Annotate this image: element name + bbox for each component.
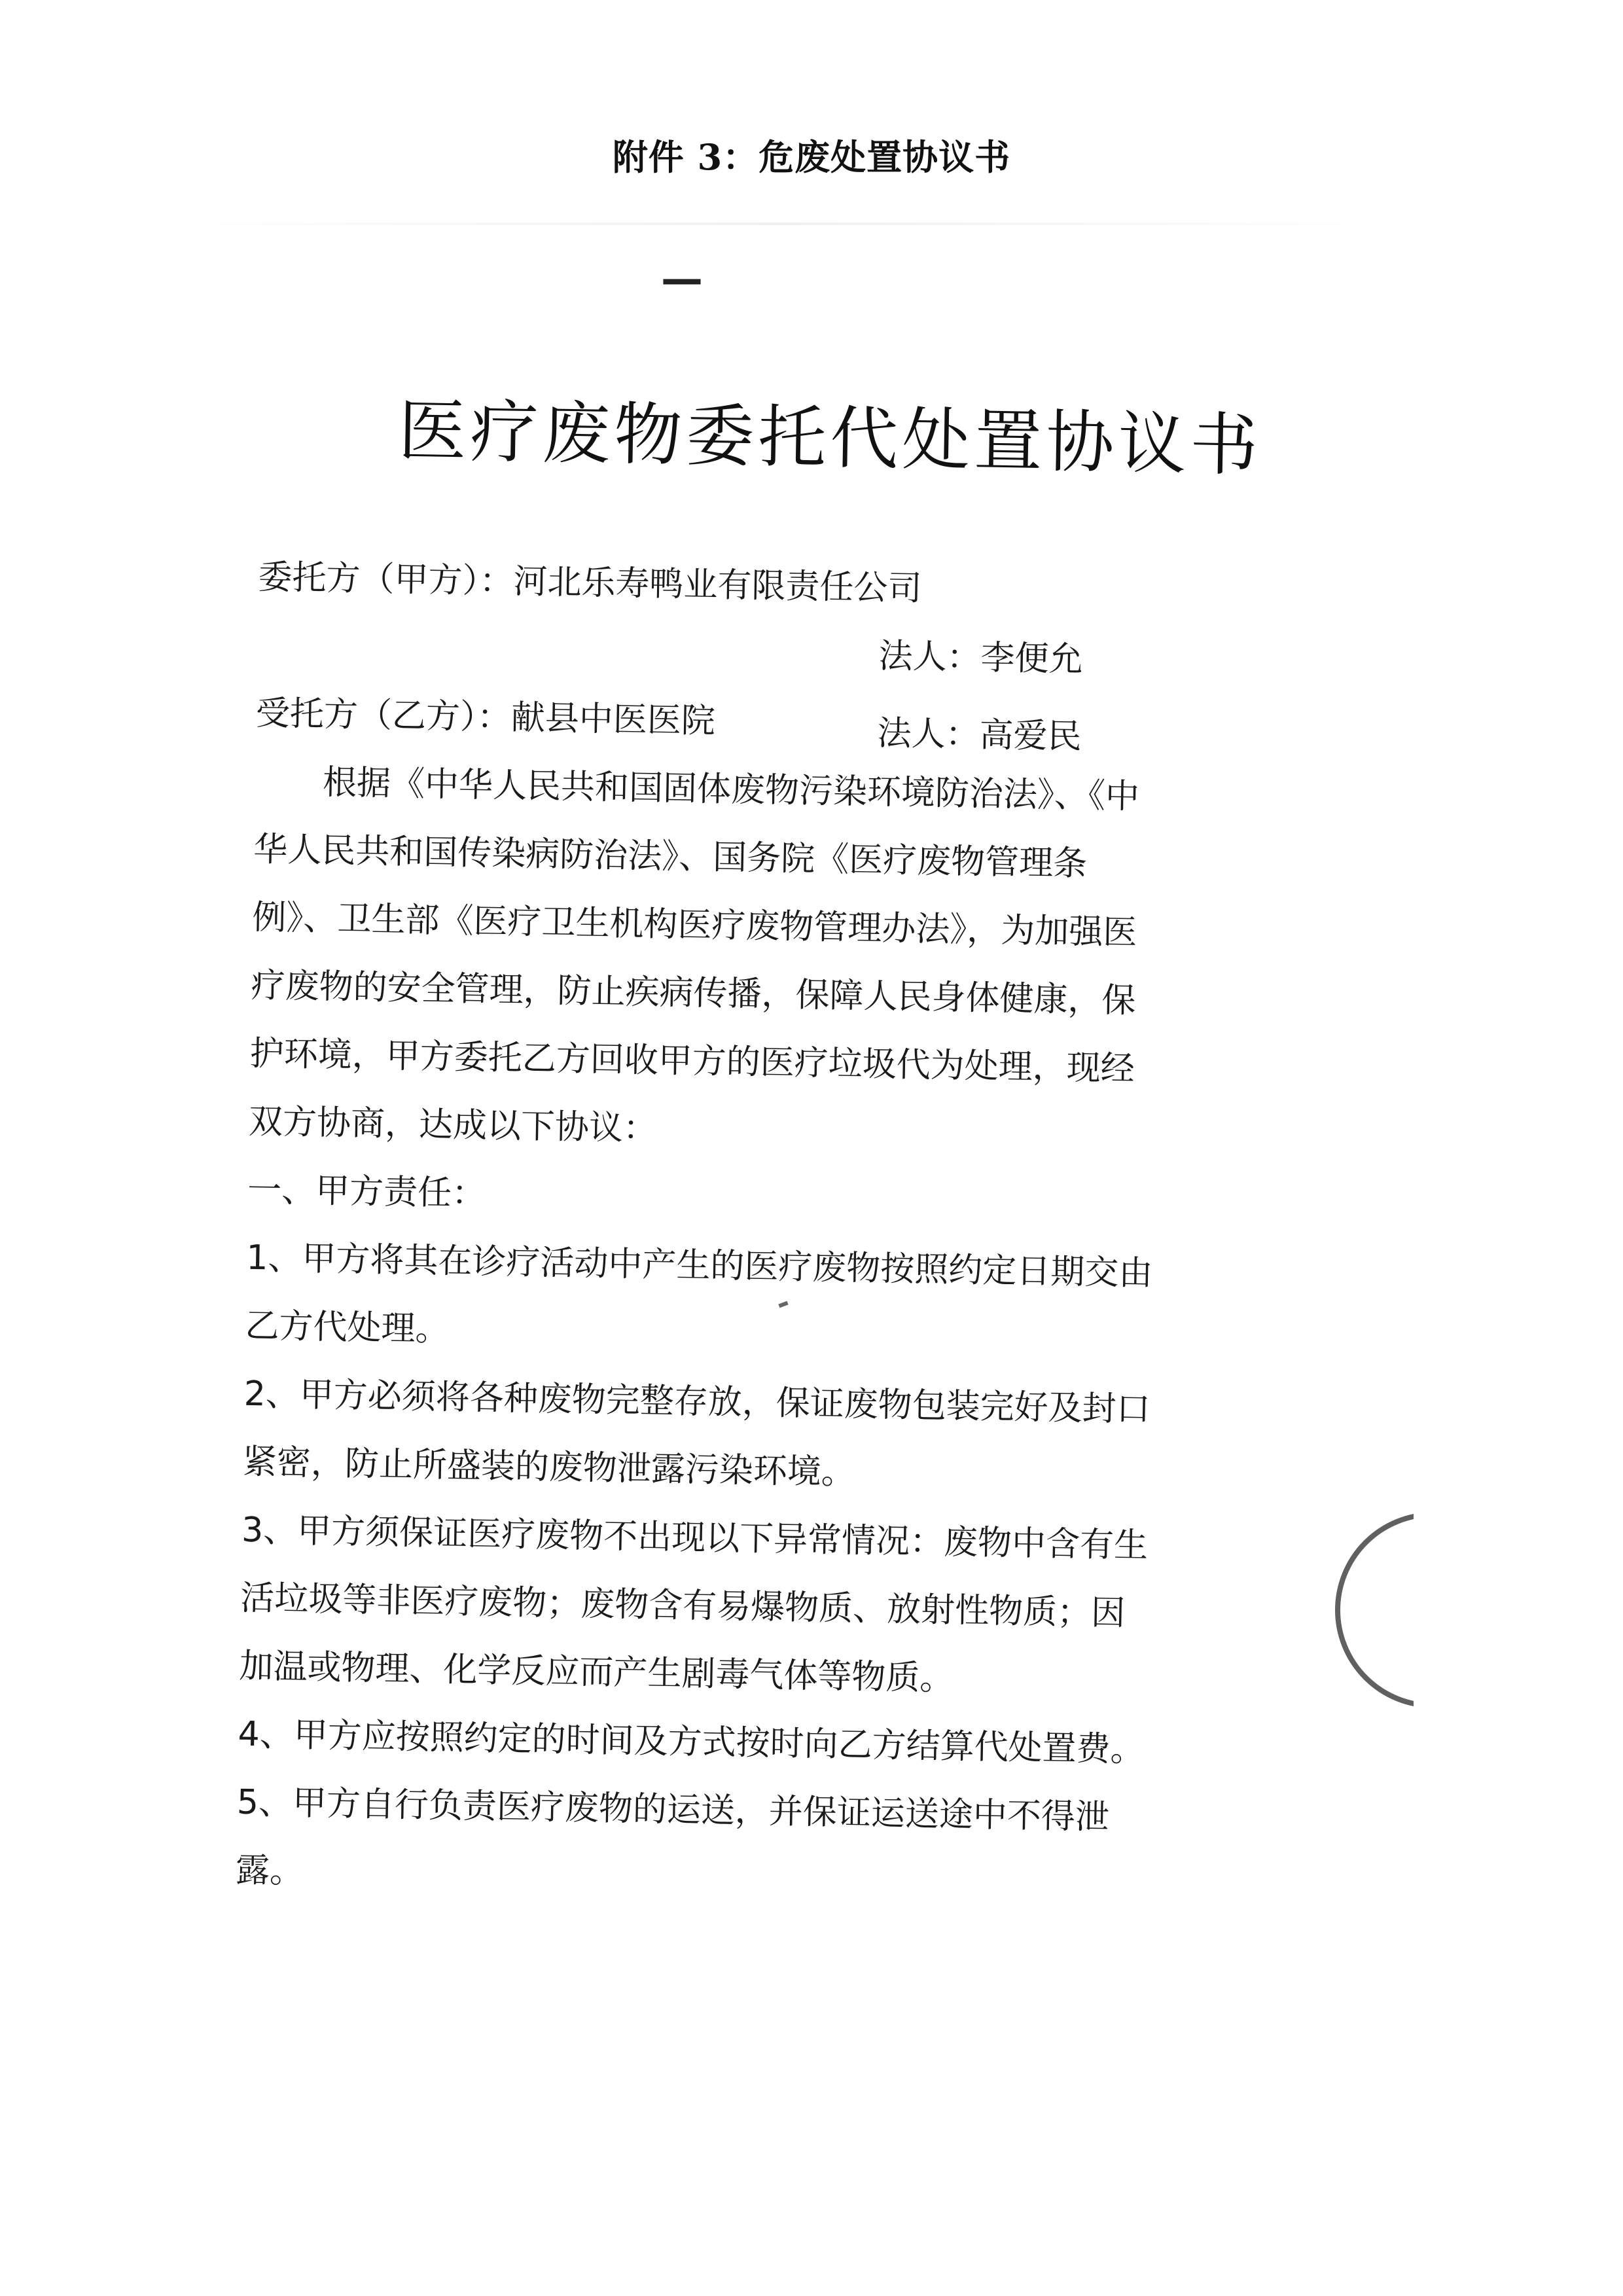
official-seal-fragment	[1335, 1512, 1531, 1708]
preamble-paragraph: 根据《中华人民共和国固体废物污染环境防治法》、《中华人民共和国传染病防治法》、国务院《医疗废物管理条例》、卫生部《医疗卫生机构医疗废物管理办法》，为加强医疗废物的安全管理，防止疾病传播，保障人民身体健康，保护环境，甲方委托乙方回收甲方的医疗垃圾代为处理，现经双方协商，达成以下协议：	[248, 762, 1140, 1149]
agreement-title: 医疗废物委托代处置协议书	[397, 390, 1263, 486]
list-item: 2、甲方必须将各种废物完整存放，保证废物包装完好及封口紧密，防止所盛装的废物泄露污染环境。	[242, 1374, 1151, 1493]
agreement-body	[235, 373, 1374, 1924]
scan-edge-line	[157, 223, 1400, 225]
list-item: 4、甲方应按照约定的时间及方式按时向乙方结算代处置费。	[238, 1714, 1145, 1770]
list-item: 1、甲方将其在诊疗活动中产生的医疗废物按照约定日期交由乙方代处理。	[245, 1238, 1153, 1350]
client-party: 委托方（甲方）：河北乐寿鸭业有限责任公司	[258, 557, 922, 609]
contractor-legal-rep: 法人：高爱民	[877, 713, 1082, 757]
page-marker: —	[661, 255, 703, 304]
section-heading: 一、甲方责任：	[247, 1170, 486, 1214]
list-item: 3、甲方须保证医疗废物不出现以下异常情况：废物中含有生活垃圾等非医疗废物；废物含有易爆物质、放射性物质；因加温或物理、化学反应而产生剧毒气体等物质。	[238, 1510, 1149, 1698]
list-item: 5、甲方自行负责医疗废物的运送，并保证运送途中不得泄露。	[235, 1782, 1110, 1892]
client-legal-rep: 法人：李便允	[878, 636, 1084, 679]
contractor-party: 受托方（乙方）：献县中医医院	[255, 693, 716, 742]
attachment-title: 附件 3：危废处置协议书	[612, 136, 1011, 178]
scanned-document	[157, 223, 1400, 2055]
